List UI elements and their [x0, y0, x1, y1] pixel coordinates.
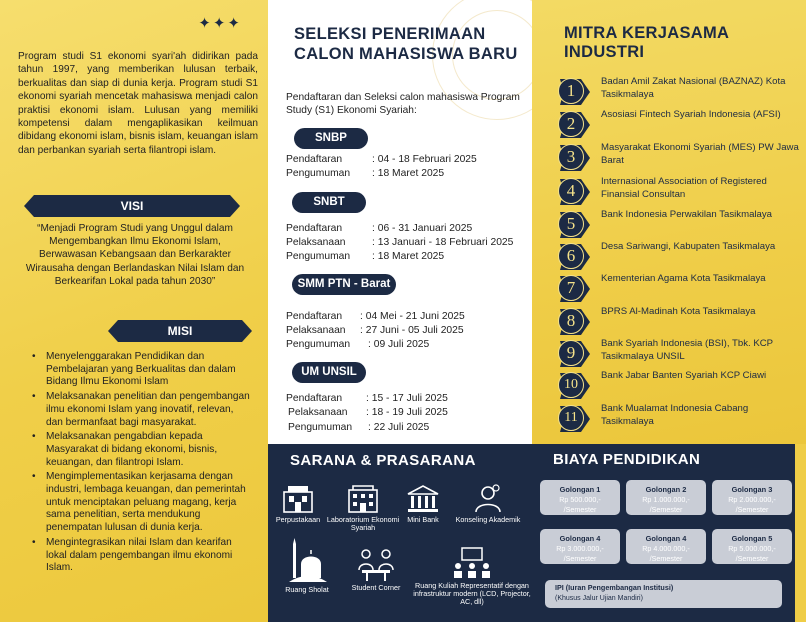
facility-label: Ruang Sholat [285, 585, 329, 594]
facility-label: Ruang Kuliah Representatif dengan infrastruktur modern (LCD, Projector, AC, dll) [413, 581, 531, 607]
mosque-icon [287, 538, 327, 584]
golongan-price: Rp 4.000.000,- [642, 544, 690, 553]
mitra-panel [532, 0, 806, 444]
misi-item: • Mengimplementasikan kerjasama dengan industri, lembaga keuangan, dan pemerintah untuk menciptakan peluang magang, kerja sama penelitian, serta mendukung penempatan lulusan di dunia kerja. [30, 471, 252, 535]
laboratory-icon [345, 484, 381, 514]
misi-item: • Melaksanakan penelitian dan pengembangan ilmu ekonomi Islam yang inovatif, relevan, dan bermanfaat bagi masyarakat. [30, 391, 252, 429]
number-badge: 6 [558, 243, 584, 269]
schedule-label: Pendaftaran [286, 311, 343, 322]
golongan-period: /Semester [735, 554, 769, 563]
mitra-name: Bank Syariah Indonesia (BSI), Tbk. KCP Tasikmalaya UNSIL [601, 338, 773, 362]
schedule-label: Pelaksanaan [288, 407, 348, 418]
library-icon [280, 484, 316, 514]
number-badge: 2 [558, 111, 584, 137]
mitra-item [556, 273, 796, 305]
facility-label: Konseling Akademik [455, 515, 521, 524]
mitra-name: Desa Sariwangi, Kabupaten Tasikmalaya [601, 241, 776, 252]
schedule-row [286, 168, 445, 179]
mitra-name: Asosiasi Fintech Syariah Indonesia (AFSI) [601, 109, 781, 120]
schedule-value: : 04 - 18 Februari 2025 [372, 154, 477, 165]
schedule-value: : 18 Maret 2025 [372, 251, 445, 262]
mitra-item [556, 338, 796, 370]
seleksi-subtitle: Pendaftaran dan Seleksi calon mahasiswa Program Study (S1) Ekonomi Syariah: [286, 92, 520, 116]
golongan-card [626, 480, 706, 515]
mitra-name: Bank Jabar Banten Syariah KCP Ciawi [601, 370, 767, 381]
visi-text: “Menjadi Program Studi yang Unggul dalam Mengembangkan Ilmu Ekonomi Islam, Berwawasan Kebangsaan dan Berkarakter Wirausaha dengan Berlandaskan Nilai Islam dan Berkearifan Lokal pada tahun 2030” [25, 223, 245, 287]
mitra-item [556, 403, 796, 435]
facility-student-corner [336, 548, 416, 592]
golongan-name: Golongan 3 [731, 485, 773, 494]
golongan-period: /Semester [563, 554, 597, 563]
golongan-price: Rp 2.000.000,- [728, 495, 776, 504]
schedule-label: Pengumuman [288, 422, 353, 433]
mitra-item [556, 370, 796, 402]
ipi-card [545, 580, 782, 608]
track-snbp: SNBP [294, 128, 368, 149]
schedule-value: : 22 Juli 2025 [368, 422, 430, 433]
schedule-row [286, 339, 430, 350]
mitra-name: Internasional Association of Registered Finansial Consultan [601, 176, 767, 200]
schedule-value: : 06 - 31 Januari 2025 [372, 223, 473, 234]
golongan-name: Golongan 4 [559, 534, 601, 543]
left-panel [0, 0, 268, 622]
schedule-row [286, 223, 473, 234]
schedule-row [286, 325, 464, 336]
mitra-title: MITRA KERJASAMA INDUSTRI [564, 24, 729, 61]
schedule-value: : 13 Januari - 18 Februari 2025 [372, 237, 514, 248]
decorative-stars-icon: ✦✦✦ [198, 15, 242, 32]
track-smm-ptn: SMM PTN - Barat [292, 274, 396, 295]
mitra-name: Bank Indonesia Perwakilan Tasikmalaya [601, 209, 773, 220]
schedule-label: Pelaksanaan [286, 325, 346, 336]
biaya-title: BIAYA PENDIDIKAN [553, 451, 701, 468]
bottom-gold-strip [795, 444, 806, 622]
misi-list [30, 351, 252, 577]
schedule-value: : 18 - 19 Juli 2025 [366, 407, 448, 418]
schedule-label: Pelaksanaan [286, 237, 346, 248]
schedule-row [286, 251, 445, 262]
student-corner-icon [356, 548, 396, 582]
number-badge: 7 [558, 275, 584, 301]
facility-ruang-kuliah [412, 546, 532, 607]
mitra-name: Bank Mualamat Indonesia Cabang Tasikmalaya [601, 403, 749, 427]
golongan-price: Rp 1.000.000,- [642, 495, 690, 504]
mitra-name: Badan Amil Zakat Nasional (BAZNAZ) Kota Tasikmalaya [601, 76, 786, 100]
mitra-item [556, 76, 796, 108]
facility-label: Perpustakaan [275, 515, 321, 524]
golongan-card [712, 480, 792, 515]
mitra-item [556, 306, 796, 338]
track-um-unsil: UM UNSIL [292, 362, 366, 383]
schedule-label: Pengumuman [286, 251, 351, 262]
misi-item: • Mengintegrasikan nilai Islam dan kearifan lokal dalam pengembangan ilmu ekonomi Islam. [30, 537, 252, 575]
schedule-value: : 15 - 17 Juli 2025 [366, 393, 448, 404]
schedule-label: Pendaftaran [286, 393, 343, 404]
golongan-price: Rp 3.000.000,- [556, 544, 604, 553]
facility-label: Mini Bank [407, 515, 439, 524]
schedule-row [288, 407, 448, 418]
golongan-name: Golongan 1 [559, 485, 601, 494]
schedule-row [288, 422, 430, 433]
ipi-title: IPI (Iuran Pengembangan Institusi) [555, 583, 674, 592]
schedule-value: : 27 Juni - 05 Juli 2025 [360, 325, 464, 336]
sarana-title: SARANA & PRASARANA [290, 452, 476, 469]
schedule-row [286, 393, 448, 404]
golongan-name: Golongan 2 [645, 485, 687, 494]
schedule-label: Pendaftaran [286, 154, 343, 165]
number-badge: 8 [558, 308, 584, 334]
bank-icon [405, 484, 441, 514]
ipi-note: (Khusus Jalur Ujian Mandiri) [555, 595, 643, 602]
schedule-row [286, 311, 465, 322]
number-badge: 9 [558, 340, 584, 366]
misi-item: • Melaksanakan pengabdian kepada Masyarakat di bidang ekonomi, bisnis, keuangan, dan filantropi Islam. [30, 431, 252, 469]
number-badge: 10 [558, 372, 584, 398]
mitra-item [556, 142, 799, 174]
golongan-period: /Semester [735, 505, 769, 514]
visi-heading: VISI [34, 195, 230, 217]
golongan-name: Golongan 5 [731, 534, 773, 543]
number-badge: 4 [558, 178, 584, 204]
program-intro: Program studi S1 ekonomi syari'ah didirikan pada tahun 1997, yang memberikan lulusan terbaik, berkualitas dan siap di dunia kerja. Program studi S1 ekonomi syariah mencetak mahasiswa menjadi calon praktisi ekonomi islam. Lulusan yang memiliki kompetensi dalam mengaplikasikan keilmuan dibidang ekonomi islam, bisnis islam, keuangan islam dan perbankan syariah serta filantropi islam. [18, 51, 258, 156]
golongan-period: /Semester [649, 505, 683, 514]
number-badge: 11 [558, 405, 584, 431]
schedule-label: Pendaftaran [286, 223, 343, 234]
number-badge: 1 [558, 78, 584, 104]
golongan-card [626, 529, 706, 564]
facility-ruang-sholat [267, 538, 347, 594]
schedule-row [286, 237, 514, 248]
schedule-label: Pengumuman [286, 339, 351, 350]
golongan-name: Golongan 4 [645, 534, 687, 543]
mitra-item [556, 109, 796, 141]
golongan-price: Rp 5.000.000,- [728, 544, 776, 553]
seleksi-title: SELEKSI PENERIMAAN CALON MAHASISWA BARU [294, 25, 518, 63]
mitra-item [556, 209, 796, 241]
mitra-name: Masyarakat Ekonomi Syariah (MES) PW Jawa Barat [601, 142, 799, 166]
number-badge: 3 [558, 144, 584, 170]
golongan-price: Rp 500.000,- [559, 495, 601, 504]
classroom-icon [450, 546, 494, 580]
schedule-value: : 09 Juli 2025 [368, 339, 430, 350]
schedule-label: Pengumuman [286, 168, 351, 179]
schedule-value: : 18 Maret 2025 [372, 168, 445, 179]
facility-label: Laboratorium Ekonomi Syariah [326, 515, 400, 533]
misi-heading: MISI [118, 320, 242, 342]
schedule-row [286, 154, 477, 165]
track-snbt: SNBT [292, 192, 366, 213]
mitra-item [556, 241, 796, 273]
golongan-card [712, 529, 792, 564]
golongan-card [540, 529, 620, 564]
mitra-item [556, 176, 796, 208]
golongan-card [540, 480, 620, 515]
schedule-value: : 04 Mei - 21 Juni 2025 [360, 311, 465, 322]
mitra-name: BPRS Al-Madinah Kota Tasikmalaya [601, 306, 756, 317]
golongan-period: /Semester [563, 505, 597, 514]
facility-label: Student Corner [351, 583, 401, 592]
number-badge: 5 [558, 211, 584, 237]
misi-item: • Menyelenggarakan Pendidikan dan Pembelajaran yang Berkualitas dan dalam Bidang Ilmu Ekonomi Islam [30, 351, 252, 389]
counseling-icon [470, 484, 506, 514]
golongan-period: /Semester [649, 554, 683, 563]
seleksi-panel [268, 0, 532, 444]
mitra-name: Kementerian Agama Kota Tasikmalaya [601, 273, 766, 284]
facility-konseling [448, 484, 528, 524]
